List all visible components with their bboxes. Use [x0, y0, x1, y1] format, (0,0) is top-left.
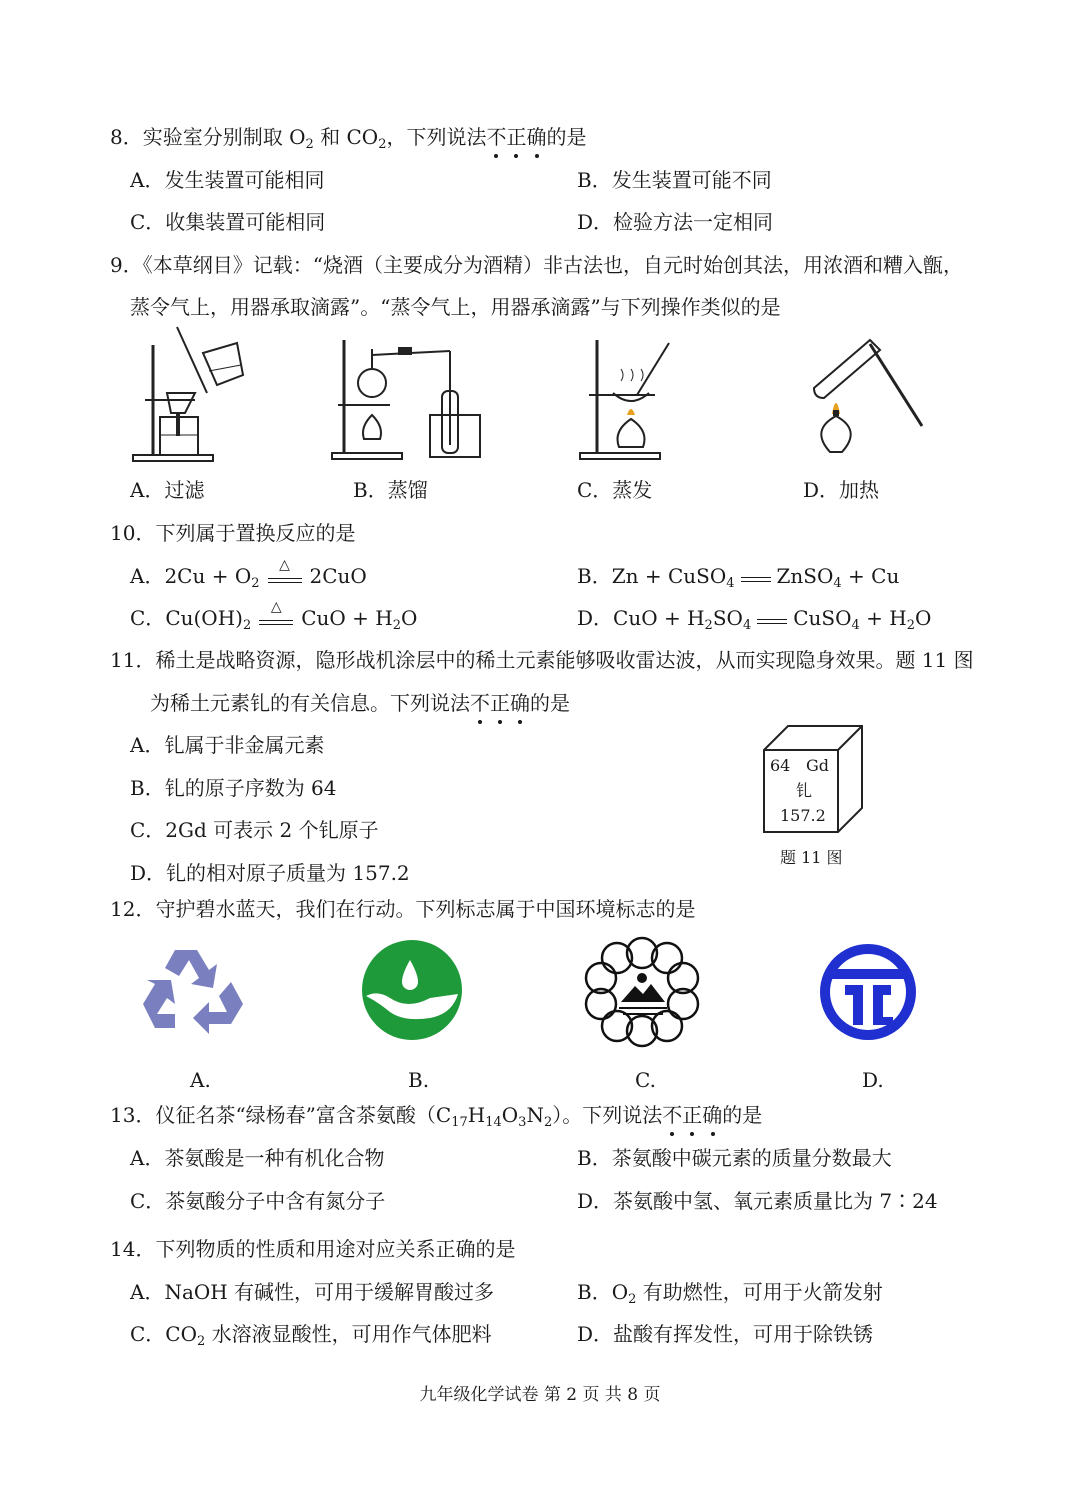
- q8-option-c: C．收集装置可能相同: [130, 210, 326, 234]
- element-name: 钆: [796, 781, 813, 800]
- filtration-apparatus-icon: [125, 325, 260, 465]
- q14-option-a: A．NaOH 有碱性，可用于缓解胃酸过多: [130, 1280, 495, 1304]
- china-environmental-label-icon: [583, 936, 701, 1048]
- q12-option-d: D.: [862, 1068, 884, 1092]
- atomic-number: 64: [770, 756, 791, 775]
- q14-option-b: B．$O_2$ 有助燃性，可用于火箭发射: [577, 1280, 883, 1307]
- q13-option-d: D．茶氨酸中氢、氧元素质量比为 7∶24: [577, 1189, 938, 1213]
- q9-stem-line1: 9．《本草纲目》记载：“烧酒（主要成分为酒精）非古法也，自元时始创其法，用浓酒和糟入甑，: [110, 253, 963, 277]
- recycle-icon: [135, 942, 255, 1042]
- emphasis-text: 不正确: [486, 125, 546, 149]
- q9-option-a: A．过滤: [130, 478, 205, 502]
- q8-option-a: A．发生装置可能相同: [130, 168, 325, 192]
- evaporation-apparatus-icon: [575, 335, 685, 465]
- q9-option-d: D．加热: [803, 478, 880, 502]
- heating-test-tube-icon: [800, 330, 930, 460]
- q14-option-c: C．$CO_2$ 水溶液显酸性，可用作气体肥料: [130, 1322, 492, 1349]
- q11-option-a: A．钆属于非金属元素: [130, 733, 325, 757]
- q13-option-c: C．茶氨酸分子中含有氮分子: [130, 1189, 386, 1213]
- heating-equals-sign: △: [266, 566, 304, 590]
- q13-option-b: B．茶氨酸中碳元素的质量分数最大: [577, 1146, 892, 1170]
- atomic-mass: 157.2: [780, 806, 826, 825]
- q10-option-d: D．CuO + $H_2SO_4$ CuSO$_4$ + $H_2O$: [577, 606, 932, 633]
- q10-option-a: A．$2Cu + O_2$ △ 2CuO: [130, 556, 367, 591]
- q14-option-d: D．盐酸有挥发性，可用于除铁锈: [577, 1322, 874, 1346]
- element-symbol: Gd: [806, 756, 830, 775]
- heating-equals-sign: △: [257, 608, 295, 632]
- page-footer: 九年级化学试卷 第 2 页 共 8 页: [419, 1385, 661, 1405]
- q10-stem: 10．下列属于置换反应的是: [110, 521, 356, 545]
- element-cube-figure: [760, 722, 870, 837]
- q9-option-c: C．蒸发: [577, 478, 653, 502]
- q8-option-b: B．发生装置可能不同: [577, 168, 772, 192]
- q11-stem-line1: 11．稀土是战略资源，隐形战机涂层中的稀土元素能够吸收雷达波，从而实现隐身效果。题 11 图: [110, 648, 974, 672]
- q13-stem: 13．仪征名茶“绿杨春”富含茶氨酸$(C_{17}H_{14}O_3N_2)$。下列说法不正确 的是: [110, 1103, 762, 1135]
- water-saving-icon: [360, 938, 465, 1043]
- q11-stem-line2: 为稀土元素钆的有关信息。下列说法不正确 的是: [150, 691, 570, 715]
- q10-option-b: B．Zn + CuSO$_4$ ZnSO$_4$ + Cu: [577, 564, 900, 591]
- q14-stem: 14．下列物质的性质和用途对应关系正确的是: [110, 1237, 516, 1261]
- q11-option-d: D．钆的相对原子质量为 157.2: [130, 861, 410, 885]
- q8-stem: 8．实验室分别制取 $O_2$ 和 $CO_2$，下列说法不正确 的是: [110, 125, 586, 157]
- q10-option-c: C．$Cu(OH)_2$ △ CuO + $H_2O$: [130, 598, 418, 633]
- q12-option-c: C.: [635, 1068, 656, 1092]
- energy-saving-icon: [817, 941, 919, 1043]
- q12-option-b: B.: [408, 1068, 430, 1092]
- q11-option-c: C．2Gd 可表示 2 个钆原子: [130, 818, 379, 842]
- q13-option-a: A．茶氨酸是一种有机化合物: [130, 1146, 385, 1170]
- q12-option-a: A.: [190, 1068, 211, 1092]
- figure-11-caption: 题 11 图: [780, 848, 843, 867]
- q9-option-b: B．蒸馏: [353, 478, 428, 502]
- q12-stem: 12．守护碧水蓝天，我们在行动。下列标志属于中国环境标志的是: [110, 897, 696, 921]
- emphasis-text: 不正确: [470, 691, 530, 715]
- q9-stem-line2: 蒸令气上，用器承取滴露”。“蒸令气上，用器承滴露”与下列操作类似的是: [130, 295, 781, 319]
- q11-option-b: B．钆的原子序数为 64: [130, 776, 337, 800]
- emphasis-text: 不正确: [662, 1103, 722, 1127]
- distillation-apparatus-icon: [330, 335, 495, 465]
- q8-option-d: D．检验方法一定相同: [577, 210, 774, 234]
